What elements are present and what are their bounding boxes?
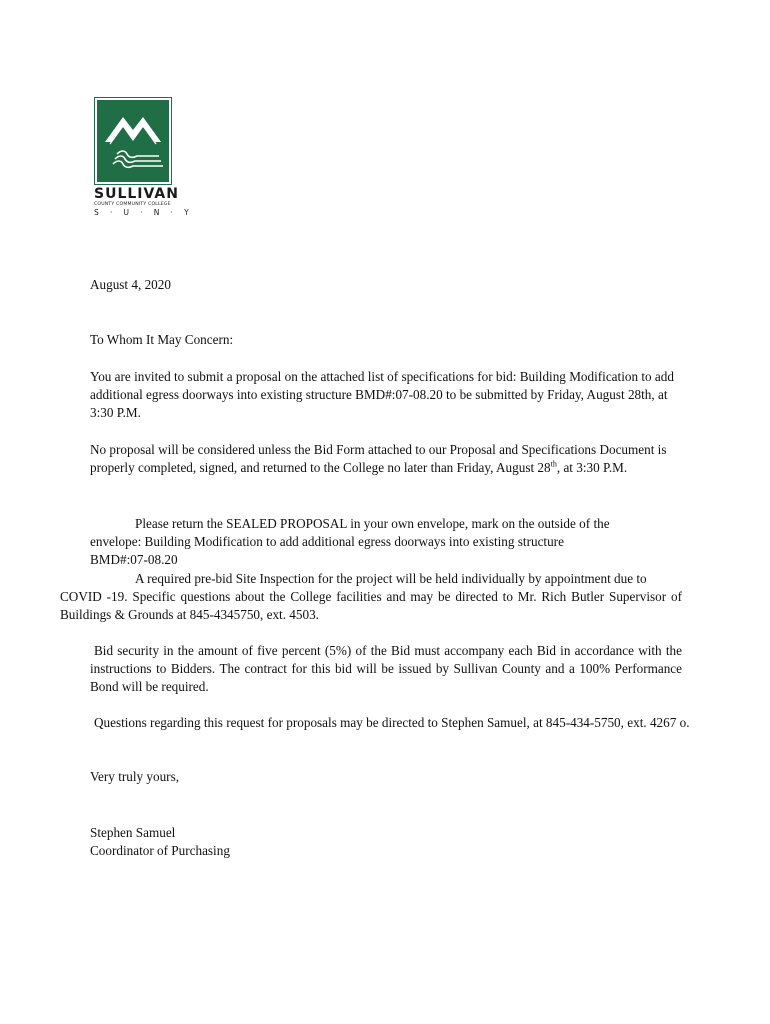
letter-salutation: To Whom It May Concern: <box>90 332 234 347</box>
letter-date: August 4, 2020 <box>90 277 171 292</box>
ordinal-suffix: th <box>550 459 557 469</box>
sealed-proposal-line-3: BMD#:07-08.20 <box>90 552 178 567</box>
logo-suny: S · U · N · Y <box>94 208 194 217</box>
logo-subtitle: COUNTY COMMUNITY COLLEGE <box>94 202 171 207</box>
paragraph-invitation: You are invited to submit a proposal on the attached list of specifications for bid: Building Modification to add additional egress doorways into existing structure BMD#:07-08.20 to be submitted by Friday, August 28th, at 3:30 P.M. <box>90 369 674 420</box>
paragraph-bid-form-text: No proposal will be considered unless the Bid Form attached to our Proposal and Specifications Document is properly completed, signed, and returned to the College no later than Friday, August 28 <box>90 442 667 475</box>
paragraph-bid-security: Bid security in the amount of five percent (5%) of the Bid must accompany each Bid in accordance with the instructions to Bidders. The contract for this bid will be issued by Sullivan County and a 100% Performance Bond will be required. <box>90 643 682 694</box>
college-logo <box>94 97 194 218</box>
signer-title: Coordinator of Purchasing <box>90 843 230 858</box>
letter-closing: Very truly yours, <box>90 769 180 784</box>
logo-college-name: SULLIVAN <box>94 186 179 202</box>
signer-name: Stephen Samuel <box>90 825 176 840</box>
paragraph-questions: Questions regarding this request for proposals may be directed to Stephen Samuel, at 845-434-5750, ext. 4267 o. <box>94 715 690 730</box>
paragraph-site-inspection: COVID -19. Specific questions about the College facilities and may be directed to Mr. Rich Butler Supervisor of Buildings & Grounds at 845-4345750, ext. 4503. <box>60 589 682 622</box>
paragraph-sealed-proposal <box>90 515 690 569</box>
paragraph-bid-form-tail: , at 3:30 P.M. <box>556 460 628 475</box>
sealed-proposal-line-1: Please return the SEALED PROPOSAL in your own envelope, mark on the outside of the <box>135 516 610 531</box>
site-inspection-line-1: A required pre-bid Site Inspection for the project will be held individually by appointment due to <box>135 571 647 586</box>
paragraph-bid-form <box>90 441 690 477</box>
mountain-river-emblem-icon <box>94 97 172 185</box>
sealed-proposal-line-2: envelope: Building Modification to add additional egress doorways into existing structure <box>90 534 564 549</box>
